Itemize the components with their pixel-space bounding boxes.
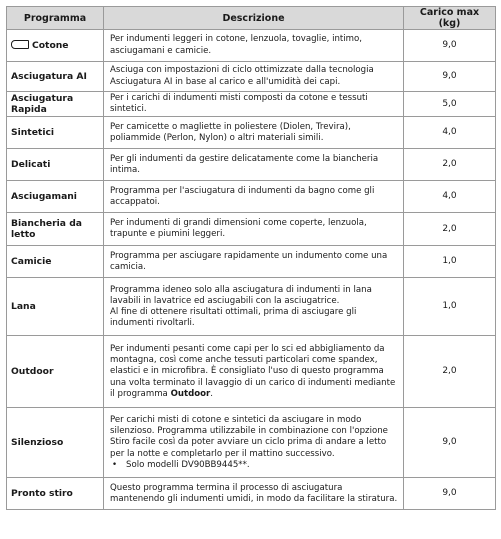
program-max-load: 9,0 [404,478,496,510]
program-max-load: 2,0 [404,336,496,408]
program-description: Per indumenti di grandi dimensioni come coperte, lenzuola, trapunte e piumini leggeri. [104,213,404,246]
program-description: Per indumenti leggeri in cotone, lenzuola, tovaglie, intimo, asciugamani e camicie. [104,30,404,62]
program-description: Per gli indumenti da gestire delicatamente come la biancheria intima. [104,149,404,181]
table-header-row [7,7,496,30]
program-max-load: 5,0 [404,92,496,117]
program-name: Camicie [7,246,104,278]
table-row [7,408,496,478]
table-row [7,181,496,213]
table-row [7,62,496,92]
table-row [7,478,496,510]
program-name: Sintetici [7,117,104,149]
model-note-text: Solo modelli DV90BB9445**. [126,459,250,470]
program-name-reference: Outdoor [170,388,211,399]
program-name: Biancheria da letto [7,213,104,246]
description-paragraph: Per carichi misti di cotone e sintetici da asciugare in modo silenzioso. Programma utilizzabile in combinazione con l'opzione Stiro facile così da poter avviare un ciclo prima di andare a letto per la notte e completarlo per il mattino successivo. [110,414,388,459]
header-programma: Programma [7,7,104,30]
program-max-load: 1,0 [404,278,496,336]
program-max-load: 9,0 [404,30,496,62]
program-name: Pronto stiro [7,478,104,510]
program-name: Asciugatura AI [7,62,104,92]
program-name: Delicati [7,149,104,181]
table-row [7,336,496,408]
program-description: Questo programma termina il processo di asciugatura mantenendo gli indumenti umidi, in modo da facilitare la stiratura. [104,478,404,510]
description-paragraph: Al fine di ottenere risultati ottimali, prima di asciugare gli indumenti rivoltarli. [110,306,357,329]
program-max-load: 4,0 [404,117,496,149]
program-description [104,336,404,408]
program-description [104,408,404,478]
description-text: . [210,388,214,399]
program-max-load: 1,0 [404,246,496,278]
program-table-container [6,6,496,510]
description-text: Per indumenti pesanti come capi per lo sci ed abbigliamento da montagna, così come anche tessuti particolari come spandex, elastici e in microfibra. È consigliato l'uso di questo programma una volta terminato il lavaggio di un carico di indumenti mediante il programma [110,343,396,399]
table-row [7,30,496,62]
program-name [7,30,104,62]
program-name-text: Cotone [32,39,69,51]
table-row [7,213,496,246]
program-description: Per i carichi di indumenti misti composti da cotone e tessuti sintetici. [104,92,404,117]
program-name: Lana [7,278,104,336]
program-name: Asciugamani [7,181,104,213]
program-name: Silenzioso [7,408,104,478]
model-note [110,460,399,471]
program-description: Programma per asciugare rapidamente un indumento come una camicia. [104,246,404,278]
program-max-load: 2,0 [404,213,496,246]
program-max-load: 9,0 [404,408,496,478]
program-description [104,278,404,336]
table-row [7,149,496,181]
bullet: • [112,459,118,470]
program-table [6,6,496,510]
cotton-program-icon [11,40,29,49]
program-max-load: 9,0 [404,62,496,92]
program-name: Asciugatura Rapida [7,92,104,117]
description-paragraph [110,344,399,400]
header-descrizione: Descrizione [104,7,404,30]
table-row [7,117,496,149]
table-row [7,246,496,278]
program-description: Per camicette o magliette in poliestere (Diolen, Trevira), poliammide (Perlon, Nylon) o altri materiali simili. [104,117,404,149]
program-max-load: 4,0 [404,181,496,213]
program-name: Outdoor [7,336,104,408]
program-description: Asciuga con impostazioni di ciclo ottimizzate dalla tecnologia Asciugatura AI in base al carico e all'umidità dei capi. [104,62,404,92]
description-paragraph: Programma ideneo solo alla asciugatura di indumenti in lana lavabili in lavatrice ed asciugabili con la asciugatrice. [110,284,372,306]
program-description: Programma per l'asciugatura di indumenti da bagno come gli accappatoi. [104,181,404,213]
table-row [7,278,496,336]
program-max-load: 2,0 [404,149,496,181]
table-row [7,92,496,117]
header-carico: Carico max (kg) [404,7,496,30]
